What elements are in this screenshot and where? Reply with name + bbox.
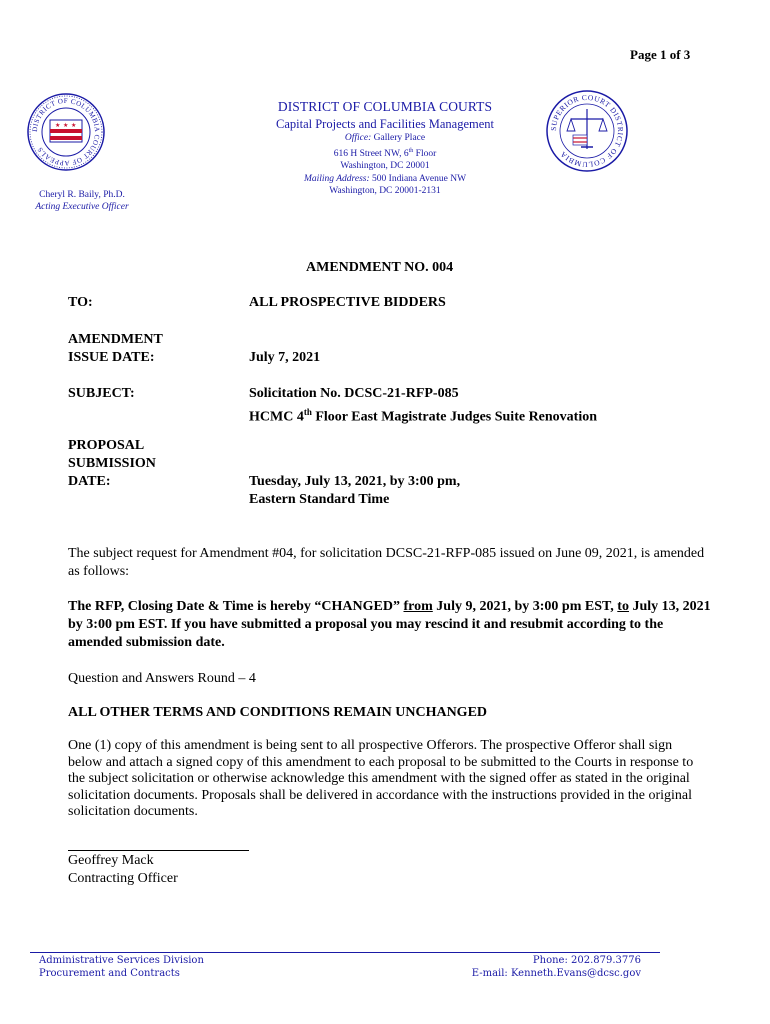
- intro-paragraph: The subject request for Amendment #04, for solicitation DCSC-21-RFP-085 issued on June 09, 2021, is amended as follows:: [68, 546, 705, 579]
- issue-label-line-2: ISSUE DATE:: [68, 350, 155, 365]
- street-suffix: Floor: [413, 148, 437, 159]
- superior-court-seal: [545, 89, 629, 173]
- proposal-date-line-1: Tuesday, July 13, 2021, by 3:00 pm,: [249, 474, 461, 489]
- issue-date-label: [68, 331, 163, 367]
- change-notice: [68, 598, 718, 652]
- project-prefix: HCMC 4: [249, 409, 304, 425]
- city-line-2: Washington, DC 20001-2131: [329, 186, 441, 197]
- change-text-a: The RFP, Closing Date & Time is hereby “CHANGED”: [68, 599, 404, 614]
- footer-division: [39, 954, 204, 980]
- org-name: DISTRICT OF COLUMBIA COURTS: [277, 99, 493, 114]
- executive-name: Cheryl R. Baily, Ph.D.: [39, 190, 125, 200]
- letterhead: [230, 99, 540, 198]
- svg-text:★: ★: [71, 122, 77, 129]
- office-line: [230, 132, 540, 145]
- signature-line: [68, 850, 249, 851]
- signatory-title: Contracting Officer: [68, 871, 178, 886]
- office-label: Office:: [344, 133, 372, 143]
- proposal-date-value: [249, 473, 460, 509]
- court-of-appeals-seal: [26, 92, 106, 172]
- department-name: Capital Projects and Facilities Management: [276, 117, 494, 131]
- amendment-title: AMENDMENT NO. 004: [306, 260, 454, 275]
- executive-officer-block: [22, 189, 142, 213]
- subject-value: [249, 385, 597, 427]
- footer-division-name: Administrative Services Division: [39, 955, 204, 966]
- executive-title: Acting Executive Officer: [35, 202, 129, 212]
- page-number: Page 1 of 3: [630, 47, 691, 62]
- left-seal-text: DISTRICT OF COLUMBIA COURT OF APPEALS: [30, 96, 102, 168]
- change-to: to: [617, 599, 629, 614]
- unchanged-notice: ALL OTHER TERMS AND CONDITIONS REMAIN UNCHANGED: [68, 705, 488, 720]
- change-text-c: July 13, 2021 by 3:00 pm EST. If you have submitted a proposal you may rescind it and resubmit according to the amended submission date.: [68, 599, 711, 650]
- instructions-paragraph: One (1) copy of this amendment is being sent to all prospective Offerors. The prospective Offeror shall sign below and attach a signed copy of this amendment to each proposal to be submitted to the Courts in response to the subject solicitation or otherwise acknowledge this amendment with the signed offer as stated in the original solicitation documents. Proposals shall be delivered in accordance with the instructions provided in the original solicitation documents.: [68, 738, 694, 819]
- proposal-label-line-3: DATE:: [68, 474, 111, 489]
- to-value: ALL PROSPECTIVE BIDDERS: [249, 295, 446, 310]
- mailing-value: 500 Indiana Avenue NW: [372, 173, 467, 184]
- issue-label-line-1: AMENDMENT: [68, 332, 163, 347]
- subject-label: SUBJECT:: [68, 386, 135, 401]
- project-suffix: Floor East Magistrate Judges Suite Renovation: [311, 409, 598, 425]
- project-name: [249, 403, 597, 427]
- to-label: TO:: [68, 295, 93, 310]
- footer-rule: [30, 952, 660, 953]
- project-sup: th: [303, 407, 312, 417]
- street-line: [230, 145, 540, 161]
- street-prefix: 616 H Street NW, 6: [333, 148, 409, 159]
- footer-unit-name: Procurement and Contracts: [39, 968, 180, 979]
- proposal-label-line-1: PROPOSAL: [68, 438, 145, 453]
- mailing-label: Mailing Address:: [303, 173, 370, 184]
- change-from: from: [403, 599, 433, 614]
- office-value: Gallery Place: [373, 133, 426, 143]
- street-sup: th: [408, 147, 414, 154]
- svg-text:★: ★: [63, 122, 69, 129]
- footer-contact: [440, 954, 641, 980]
- change-text-b: July 9, 2021, by 3:00 pm EST,: [432, 599, 618, 614]
- right-seal-text: SUPERIOR COURT DISTRICT OF COLUMBIA: [548, 92, 626, 170]
- svg-text:★: ★: [55, 122, 61, 129]
- proposal-date-line-2: Eastern Standard Time: [249, 492, 390, 507]
- signatory-name: Geoffrey Mack: [68, 853, 154, 868]
- qa-round: Question and Answers Round – 4: [68, 671, 256, 686]
- solicitation-number: Solicitation No. DCSC-21-RFP-085: [249, 386, 459, 401]
- footer-email: E-mail: Kenneth.Evans@dcsc.gov: [471, 968, 641, 979]
- proposal-date-label: [68, 437, 156, 491]
- footer-phone: Phone: 202.879.3776: [532, 955, 641, 966]
- city-line-1: Washington, DC 20001: [340, 161, 430, 172]
- proposal-label-line-2: SUBMISSION: [68, 456, 156, 471]
- issue-date-value: July 7, 2021: [249, 350, 321, 365]
- signatory: [68, 852, 718, 888]
- mailing-line: [230, 173, 540, 186]
